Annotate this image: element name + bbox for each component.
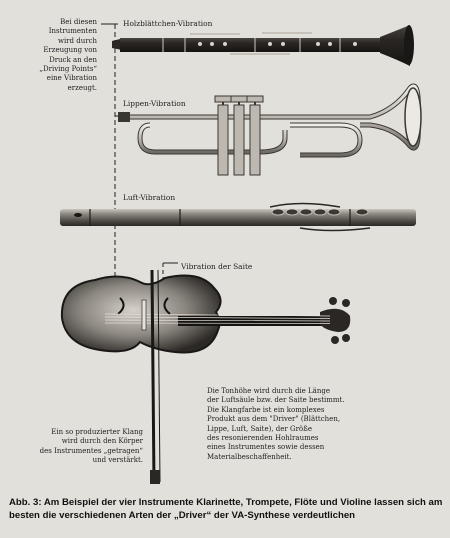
label-reed-vibration: Holzblättchen-Vibration	[123, 19, 213, 28]
label-lip-vibration: Lippen-Vibration	[123, 99, 186, 108]
connector-lines	[101, 24, 178, 315]
pitch-timbre-note: Die Tonhöhe wird durch die Länge der Luftsäule bzw. der Saite bestimmt. Die Klangfarbe ist ein komplexes Produkt aus dem "Driver" (Blättchen, Lippe, Luft, Saite), der Größe des resonierenden Hohlraumes eines Instrumentes sowie dessen Materialbeschaffenheit.	[207, 387, 345, 461]
body-resonance-note: Ein so produzierter Klang wird durch den Körper des Instrumentes „getragen“ und verstärkt.	[39, 428, 143, 465]
label-string-vibration: Vibration der Saite	[181, 262, 253, 271]
driving-points-note: Bei diesen Instrumenten wird durch Erzeugung von Druck an den „Driving Points“ eine Vibration erzeugt.	[39, 18, 97, 92]
figure-caption: Abb. 3: Am Beispiel der vier Instrumente Klarinette, Trompete, Flöte und Violine lassen sich am besten die verschiedenen Arten der „Driver“ der VA-Synthese verdeutlichen	[9, 497, 443, 521]
label-air-vibration: Luft-Vibration	[123, 193, 176, 202]
flute-drawing	[60, 204, 416, 231]
clarinet-drawing	[112, 25, 414, 66]
